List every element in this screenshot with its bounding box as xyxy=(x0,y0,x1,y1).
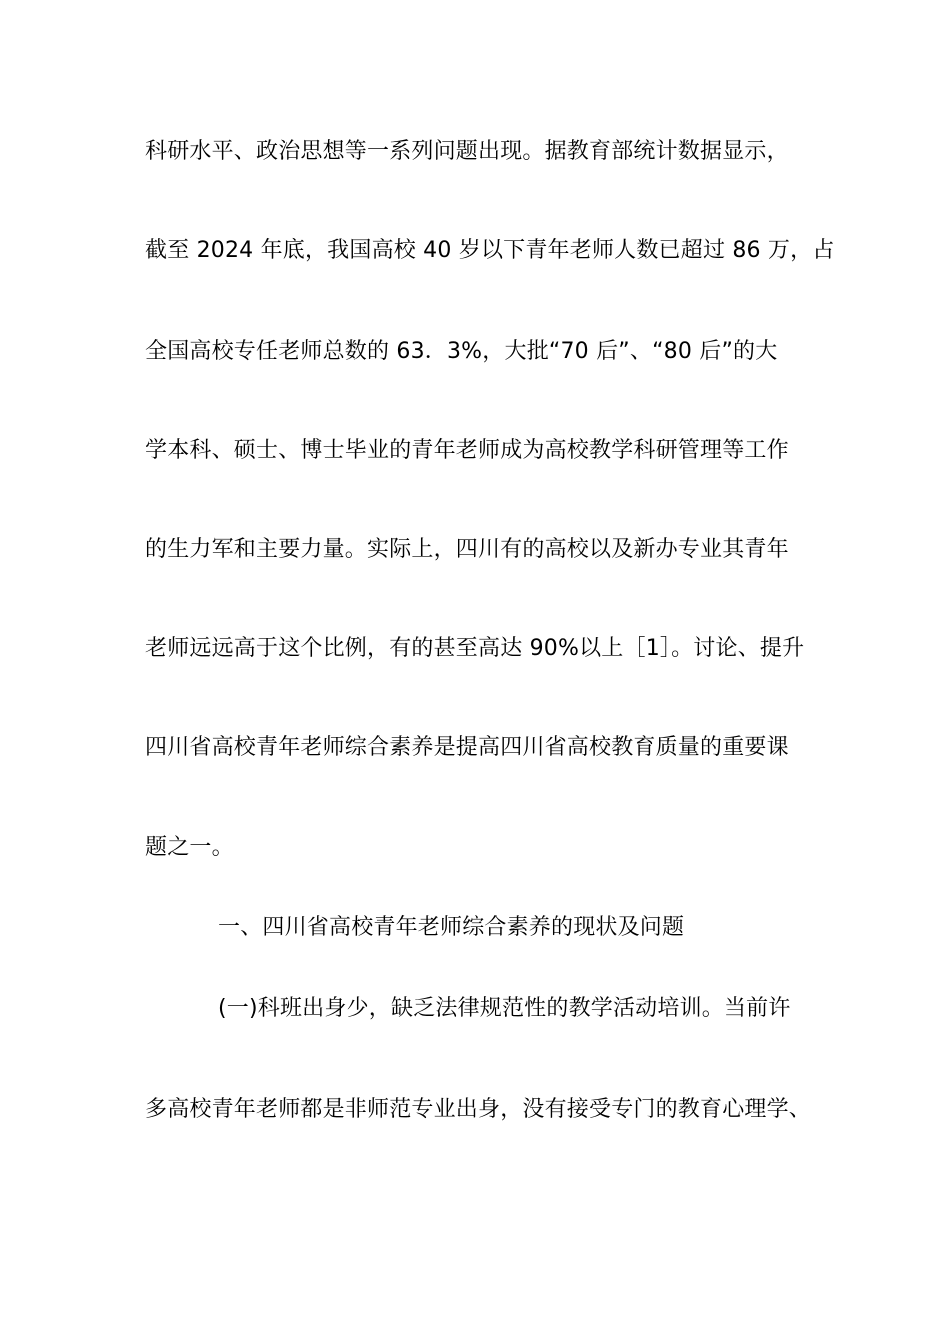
paragraph-line-4: 学本科、硕士、博士毕业的青年老师成为高校教学科研管理等工作 xyxy=(145,438,789,463)
paragraph-line-7: 四川省高校青年老师综合素养是提高四川省高校教育质量的重要课 xyxy=(145,735,789,760)
paragraph-line-8: 题之一。 xyxy=(145,835,234,860)
paragraph-line-3: 全国高校专任老师总数的 63．3%，大批“70 后”、“80 后”的大 xyxy=(145,339,778,364)
subsection-line-1: (一)科班出身少，缺乏法律规范性的教学活动培训。当前许 xyxy=(218,996,791,1021)
subsection-line-2: 多高校青年老师都是非师范专业出身，没有接受专门的教育心理学、 xyxy=(145,1097,812,1122)
paragraph-line-5: 的生力军和主要力量。实际上，四川有的高校以及新办专业其青年 xyxy=(145,537,789,562)
paragraph-line-6: 老师远远高于这个比例，有的甚至高达 90%以上［1］。讨论、提升 xyxy=(145,636,805,661)
section-heading: 一、四川省高校青年老师综合素养的现状及问题 xyxy=(218,915,685,940)
paragraph-line-2: 截至 2024 年底，我国高校 40 岁以下青年老师人数已超过 86 万，占 xyxy=(145,238,835,263)
paragraph-line-1: 科研水平、政治思想等一系列问题出现。据教育部统计数据显示， xyxy=(145,139,789,164)
